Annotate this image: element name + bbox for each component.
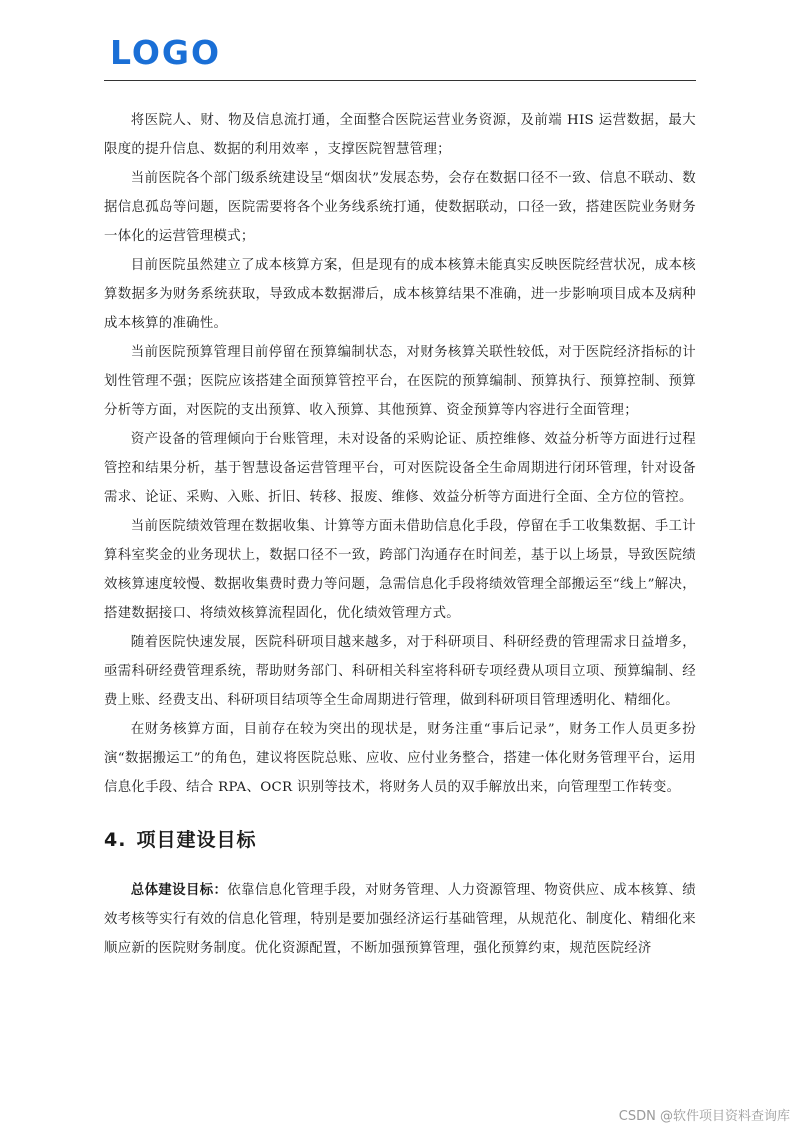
document-body: [104, 106, 696, 963]
overall-goal-paragraph: [104, 876, 696, 963]
paragraph: 将医院人、财、物及信息流打通，全面整合医院运营业务资源，及前端 HIS 运营数据，最大限度的提升信息、数据的利用效率 ，支撑医院智慧管理；: [104, 113, 696, 157]
paragraph: 在财务核算方面，目前存在较为突出的现状是，财务注重“事后记录”，财务工作人员更多扮演“数据搬运工”的角色，建议将医院总账、应收、应付业务整合，搭建一体化财务管理平台，运用信息化手段、结合 RPA、OCR 识别等技术，将财务人员的双手解放出来，向管理型工作转变。: [104, 722, 696, 795]
paragraph: 随着医院快速发展，医院科研项目越来越多，对于科研项目、科研经费的管理需求日益增多，亟需科研经费管理系统，帮助财务部门、科研相关科室将科研专项经费从项目立项、预算编制、经费上账、经费支出、科研项目结项等全生命周期进行管理，做到科研项目管理透明化、精细化。: [104, 635, 696, 708]
goal-label: 总体建设目标：: [130, 882, 228, 898]
paragraph: 当前医院各个部门级系统建设呈“烟囱状”发展态势，会存在数据口径不一致、信息不联动、数据信息孤岛等问题，医院需要将各个业务线系统打通，使数据联动，口径一致，搭建医院业务财务一体化的运营管理模式；: [104, 171, 696, 244]
paragraph: 当前医院绩效管理在数据收集、计算等方面未借助信息化手段，停留在手工收集数据、手工计算科室奖金的业务现状上，数据口径不一致，跨部门沟通存在时间差，基于以上场景，导致医院绩效核算速度较慢、数据收集费时费力等问题，急需信息化手段将绩效管理全部搬运至“线上”解决，搭建数据接口、将绩效核算流程固化，优化绩效管理方式。: [104, 519, 696, 621]
section-heading: [104, 826, 696, 854]
paragraph: 目前医院虽然建立了成本核算方案，但是现有的成本核算未能真实反映医院经营状况，成本核算数据多为财务系统获取，导致成本数据滞后，成本核算结果不准确，进一步影响项目成本及病种成本核算的准确性。: [104, 258, 696, 331]
watermark: CSDN @软件项目资料查询库: [618, 1109, 790, 1124]
section-number: 4.: [104, 829, 127, 851]
section-title: 项目建设目标: [136, 829, 257, 851]
paragraph: 资产设备的管理倾向于台账管理，未对设备的采购论证、质控维修、效益分析等方面进行过程管控和结果分析，基于智慧设备运营管理平台，可对医院设备全生命周期进行闭环管理，针对设备需求、论证、采购、入账、折旧、转移、报废、维修、效益分析等方面进行全面、全方位的管控。: [104, 432, 696, 505]
logo: LOGO: [110, 33, 222, 72]
page-header: [104, 30, 696, 81]
paragraph: 当前医院预算管理目前停留在预算编制状态，对财务核算关联性较低，对于医院经济指标的计划性管理不强；医院应该搭建全面预算管控平台，在医院的预算编制、预算执行、预算控制、预算分析等方面，对医院的支出预算、收入预算、其他预算、资金预算等内容进行全面管理；: [104, 345, 696, 418]
goal-text: 依靠信息化管理手段，对财务管理、人力资源管理、物资供应、成本核算、绩效考核等实行有效的信息化管理，特别是要加强经济运行基础管理，从规范化、制度化、精细化来顺应新的医院财务制度。优化资源配置，不断加强预算管理，强化预算约束，规范医院经济: [104, 883, 696, 956]
